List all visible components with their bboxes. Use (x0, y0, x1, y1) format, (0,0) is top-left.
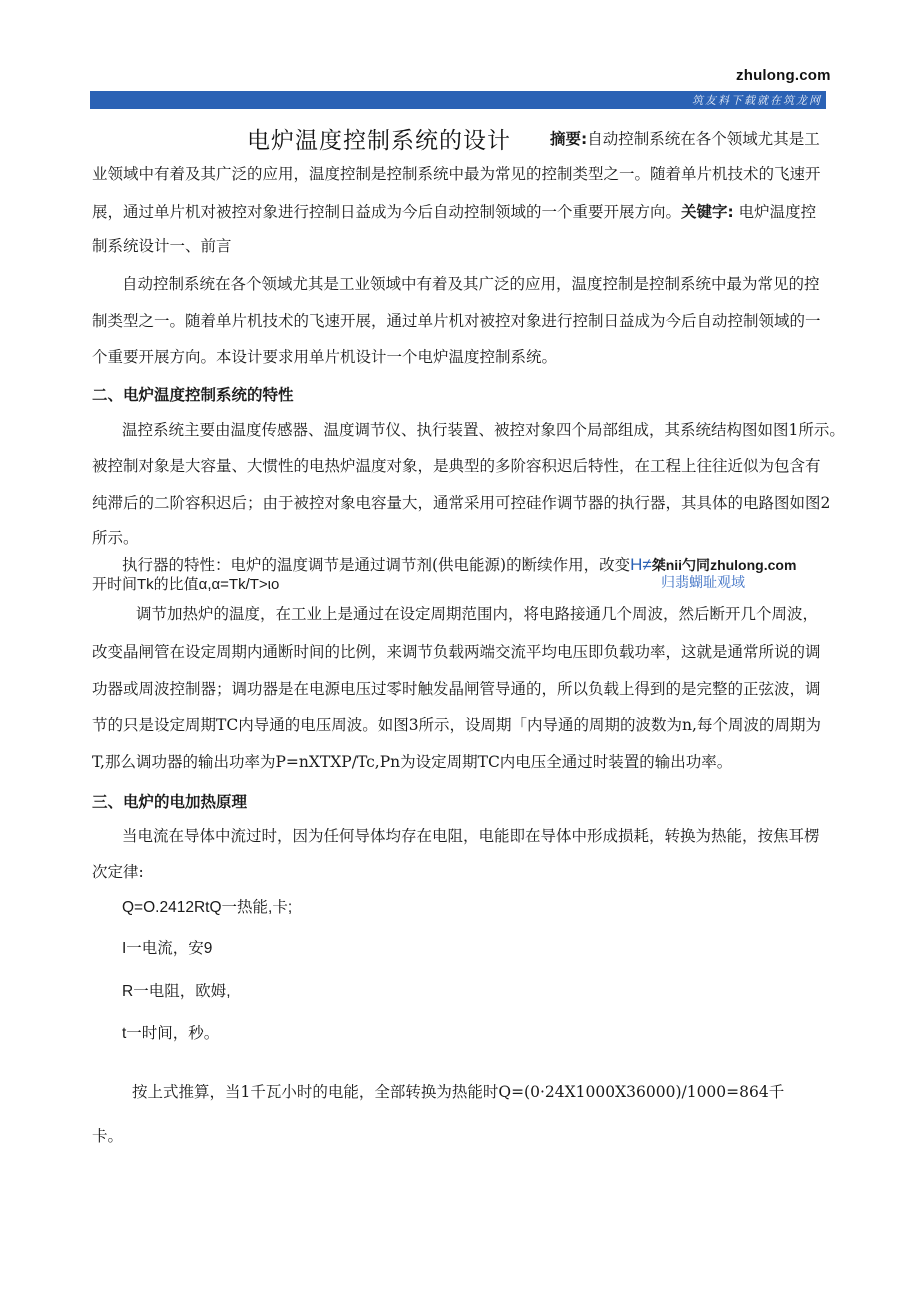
intro-line-3: 个重要开展方向。本设计要求用单片机设计一个电炉温度控制系统。 (92, 348, 558, 366)
exec-glitch: H≠ (630, 555, 652, 574)
abstract-line-1 (550, 129, 820, 149)
exec-text-1c: zhulong.com (710, 557, 797, 573)
heat-line-3: 功器或周波控制器；调功器是在电源电压过零时触发晶闸管导通的，所以负载上得到的是完整的正弦波，调 (92, 680, 821, 698)
sec2-line-2: 被控制对象是大容量、大惯性的电热炉温度对象，是典型的多阶容积迟后特性，在工程上往往近似为包含有 (92, 457, 821, 475)
sec3-line-2: 次定律: (92, 863, 144, 881)
header-slogan: 筑友料下载就在筑龙网 (692, 94, 822, 107)
abstract-line-3 (92, 202, 816, 222)
exec-text-1b: 桀nii勺同 (651, 557, 711, 573)
keyword-label: 关键字: (681, 203, 734, 221)
calc-line-1: 按上式推算，当1千瓦小时的电能，全部转换为热能时Q=(0·24X1000X36000)/1000=864千 (132, 1083, 785, 1101)
intro-line-2: 制类型之一。随着单片机技术的飞速开展，通过单片机对被控对象进行控制日益成为今后自动控制领域的一 (92, 312, 821, 330)
heat-line-2: 改变晶闸管在设定周期内通断时间的比例，来调节负载两端交流平均电压即负载功率，这就是通常所说的调 (92, 643, 821, 661)
formula-i: I一电流，安9 (122, 940, 213, 957)
header-band (90, 91, 826, 109)
abstract-text-3b: 电炉温度控 (733, 203, 817, 221)
abstract-line-2: 业领域中有着及其广泛的应用，温度控制是控制系统中最为常见的控制类型之一。随着单片机技术的飞速开 (92, 165, 821, 183)
intro-line-1: 自动控制系统在各个领域尤其是工业领域中有着及其广泛的应用，温度控制是控制系统中最为常见的控 (122, 275, 820, 293)
sec3-line-1: 当电流在导体中流过时，因为任何导体均存在电阻，电能即在导体中形成损耗，转换为热能，按焦耳楞 (122, 827, 820, 845)
heat-line-4: 节的只是设定周期TC内导通的电压周波。如图3所示，设周期「内导通的周期的波数为n,每个周波的周期为 (92, 716, 821, 734)
site-logo-text: zhulong.com (736, 67, 831, 84)
document-title: 电炉温度控制系统的设计 (247, 128, 511, 154)
sec2-line-4: 所示。 (92, 529, 139, 547)
abstract-line-4: 制系统设计一、前言 (92, 237, 232, 255)
formula-r: R一电阻，欧姆, (122, 983, 231, 1000)
abstract-text-3a: 展，通过单片机对被控对象进行控制日益成为今后自动控制领域的一个重要开展方向。 (92, 203, 682, 221)
formula-q: Q=O.2412RtQ一热能,卡; (122, 899, 293, 916)
calc-line-2: 卡。 (92, 1127, 124, 1145)
heat-line-5: T,那么调功器的输出功率为P=nXTXP/Tc,Pn为设定周期TC内电压全通过时装置的输出功率。 (92, 753, 733, 771)
sec2-line-3: 纯滞后的二阶容积迟后；由于被控对象电容量大，通常采用可控硅作调节器的执行器，其具体的电路图如图2 (92, 494, 831, 512)
abstract-label: 摘要: (550, 130, 588, 148)
abstract-text-1: 自动控制系统在各个领域尤其是工 (587, 130, 820, 148)
heat-line-1: 调节加热炉的温度，在工业上是通过在设定周期范围内，将电路接通几个周波，然后断开几个周波， (136, 605, 819, 623)
section-3-heading: 三、电炉的电加热原理 (92, 793, 248, 811)
section-2-heading: 二、电炉温度控制系统的特性 (92, 386, 294, 404)
exec-watermark-note: 归翡蝴耻观域 (661, 575, 745, 591)
exec-text-1a: 执行器的特性：电炉的温度调节是通过调节剂(供电能源)的断续作用，改变 (122, 556, 631, 574)
exec-line-2: 开时间Tk的比值α,α=Tk/T>ιo (92, 576, 280, 593)
formula-t: t一时间，秒。 (122, 1025, 220, 1042)
sec2-line-1: 温控系统主要由温度传感器、温度调节仪、执行装置、被控对象四个局部组成，其系统结构图如图1所示。 (122, 421, 845, 439)
